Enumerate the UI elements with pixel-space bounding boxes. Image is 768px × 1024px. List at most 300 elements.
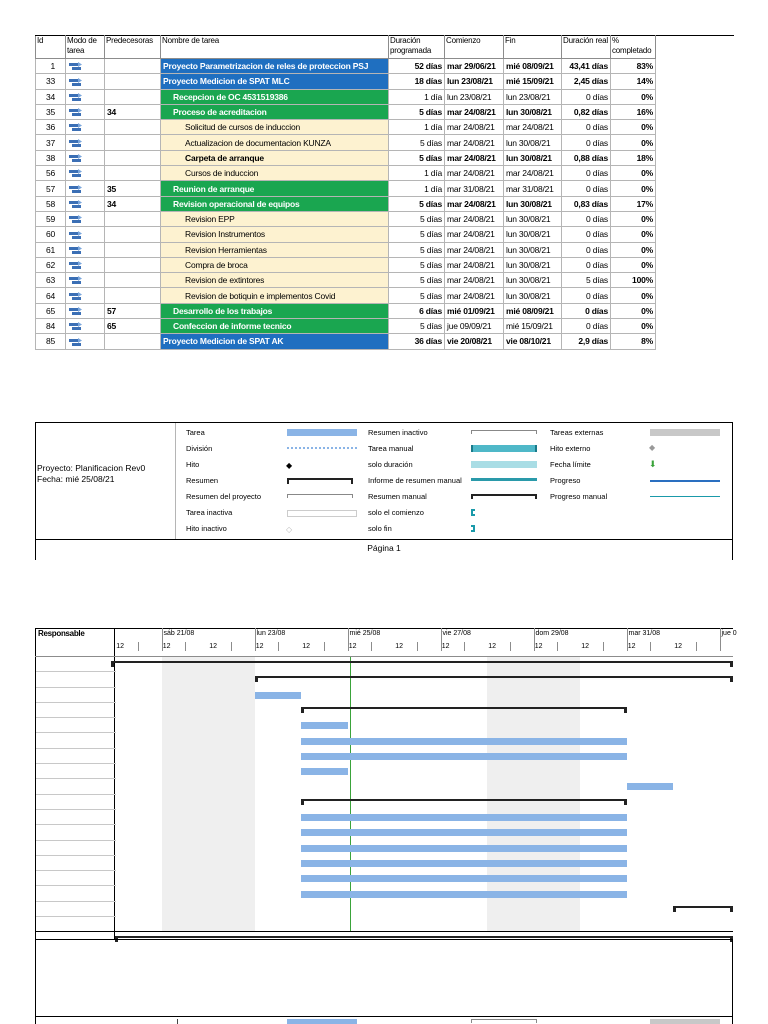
task-real-duration[interactable]: 2,45 días [562, 74, 611, 89]
task-duration[interactable]: 5 días [389, 150, 445, 165]
task-id: 58 [36, 196, 66, 211]
task-percent-complete[interactable]: 0% [611, 135, 656, 150]
task-real-duration[interactable]: 0 días [562, 242, 611, 257]
task-id: 63 [36, 273, 66, 288]
task-name[interactable]: Actualizacion de documentacion KUNZA [161, 135, 389, 150]
task-start[interactable]: mar 24/08/21 [445, 120, 504, 135]
task-predecessors[interactable]: 34 [105, 104, 161, 119]
table-row[interactable] [36, 303, 734, 318]
table-row[interactable] [36, 257, 734, 272]
task-bar[interactable] [301, 891, 627, 898]
responsible-cell[interactable] [36, 718, 116, 733]
task-real-duration[interactable]: 0,82 días [562, 104, 611, 119]
col-header-id[interactable]: Id [36, 36, 66, 59]
task-name[interactable]: Proyecto Parametrizacion de reles de proteccion PSJ [161, 59, 389, 74]
legend-label-progress: Progreso [550, 476, 581, 485]
timescale-hour-label: 12 [534, 643, 543, 650]
responsible-cell[interactable] [36, 810, 116, 825]
task-bar[interactable] [627, 783, 674, 790]
row-blank [656, 273, 734, 288]
task-predecessors[interactable] [105, 242, 161, 257]
legend-strip-inactive-summary-symbol [471, 1019, 537, 1023]
task-start[interactable]: mar 24/08/21 [445, 288, 504, 303]
task-start[interactable]: jue 09/09/21 [445, 319, 504, 334]
responsible-cell[interactable] [36, 779, 116, 794]
task-bar[interactable] [301, 814, 627, 821]
row-blank [656, 334, 734, 349]
task-duration[interactable]: 36 días [389, 334, 445, 349]
timescale-hour-label: 12 [116, 643, 125, 650]
task-mode-icon [66, 273, 105, 288]
task-end[interactable]: lun 30/08/21 [504, 288, 562, 303]
task-start[interactable]: mar 24/08/21 [445, 227, 504, 242]
table-row[interactable] [36, 319, 734, 334]
row-blank [656, 166, 734, 181]
legend-strip-task-symbol [287, 1019, 357, 1024]
task-end[interactable]: mié 15/09/21 [504, 74, 562, 89]
responsible-cell[interactable] [36, 825, 116, 840]
timescale-hour-label: 12 [627, 643, 636, 650]
task-end[interactable]: mié 08/09/21 [504, 59, 562, 74]
task-start[interactable]: mar 24/08/21 [445, 135, 504, 150]
table-row[interactable] [36, 150, 734, 165]
task-duration[interactable]: 1 día [389, 120, 445, 135]
table-row[interactable] [36, 181, 734, 196]
task-name[interactable]: Proyecto Medicion de SPAT AK [161, 334, 389, 349]
task-mode-icon [66, 319, 105, 334]
task-name[interactable]: Proceso de acreditacion [161, 104, 389, 119]
task-end[interactable]: vie 08/10/21 [504, 334, 562, 349]
table-row[interactable] [36, 166, 734, 181]
responsible-cell[interactable] [36, 672, 116, 687]
timescale-hour-label: 12 [302, 643, 311, 650]
task-real-duration[interactable]: 0,83 días [562, 196, 611, 211]
table-row[interactable] [36, 242, 734, 257]
task-name[interactable]: Compra de broca [161, 257, 389, 272]
task-real-duration[interactable]: 43,41 días [562, 59, 611, 74]
legend-external-tasks-symbol [650, 429, 720, 436]
gantt-chart-area [115, 628, 737, 940]
task-mode-icon [66, 150, 105, 165]
legend-label-milestone: Hito [186, 460, 200, 469]
task-mode-icon [66, 181, 105, 196]
col-header-task-name[interactable]: Nombre de tarea [161, 36, 389, 59]
legend-label-manual-task: Tarea manual [368, 444, 414, 453]
task-mode-icon [66, 166, 105, 181]
responsible-column [35, 628, 115, 940]
task-duration[interactable]: 5 días [389, 196, 445, 211]
task-name[interactable]: Solicitud de cursos de induccion [161, 120, 389, 135]
table-row[interactable] [36, 104, 734, 119]
task-start[interactable]: mar 24/08/21 [445, 273, 504, 288]
timescale-date-label: lun 23/08 [256, 630, 286, 637]
row-blank [656, 89, 734, 104]
task-percent-complete[interactable]: 0% [611, 181, 656, 196]
task-duration[interactable]: 5 días [389, 104, 445, 119]
task-bar[interactable] [301, 738, 627, 745]
task-real-duration[interactable]: 0 días [562, 319, 611, 334]
summary-bar[interactable] [673, 906, 733, 908]
table-row[interactable] [36, 89, 734, 104]
legend-deadline-symbol: ⬇ [649, 459, 657, 469]
task-duration[interactable]: 5 días [389, 227, 445, 242]
task-bar[interactable] [301, 860, 627, 867]
task-real-duration[interactable]: 0 días [562, 227, 611, 242]
row-blank [656, 242, 734, 257]
responsible-cell[interactable] [36, 749, 116, 764]
legend-task-symbol [287, 429, 357, 436]
task-real-duration[interactable]: 0 días [562, 211, 611, 226]
legend-label-external-tasks: Tareas externas [550, 428, 604, 437]
task-id: 64 [36, 288, 66, 303]
col-header-end[interactable]: Fin [504, 36, 562, 59]
task-bar[interactable] [301, 753, 627, 760]
task-predecessors[interactable] [105, 120, 161, 135]
task-mode-icon [66, 211, 105, 226]
task-name[interactable]: Proyecto Medicion de SPAT MLC [161, 74, 389, 89]
task-bar[interactable] [301, 722, 348, 729]
task-duration[interactable]: 5 días [389, 273, 445, 288]
task-id: 35 [36, 104, 66, 119]
task-percent-complete[interactable]: 14% [611, 74, 656, 89]
task-mode-icon [66, 74, 105, 89]
table-row[interactable] [36, 227, 734, 242]
task-id: 37 [36, 135, 66, 150]
task-predecessors[interactable] [105, 227, 161, 242]
task-start[interactable]: mar 24/08/21 [445, 211, 504, 226]
task-end[interactable]: lun 23/08/21 [504, 89, 562, 104]
project-date: Fecha: mié 25/08/21 [37, 474, 115, 484]
task-start[interactable]: mar 31/08/21 [445, 181, 504, 196]
row-blank [656, 74, 734, 89]
col-header-blank [656, 36, 734, 59]
legend-strip-divider [177, 1019, 178, 1024]
task-duration[interactable]: 5 días [389, 319, 445, 334]
timescale-hour-label: 12 [209, 643, 218, 650]
timescale-half-tick [138, 642, 139, 651]
task-percent-complete[interactable]: 0% [611, 303, 656, 318]
row-blank [656, 135, 734, 150]
task-mode-icon [66, 257, 105, 272]
table-header-row [36, 36, 734, 59]
task-end[interactable]: lun 30/08/21 [504, 150, 562, 165]
legend-label-manual-summary: Resumen manual [368, 492, 427, 501]
task-id: 65 [36, 303, 66, 318]
task-duration[interactable]: 1 día [389, 89, 445, 104]
table-row[interactable] [36, 334, 734, 349]
summary-bar[interactable] [111, 661, 733, 663]
task-duration[interactable]: 18 días [389, 74, 445, 89]
task-real-duration[interactable]: 2,9 días [562, 334, 611, 349]
task-start[interactable]: mar 24/08/21 [445, 242, 504, 257]
legend-summary-cap-right [351, 478, 353, 484]
task-name[interactable]: Revision de botiquin e implementos Covid [161, 288, 389, 303]
task-name[interactable]: Revision operacional de equipos [161, 196, 389, 211]
task-id: 57 [36, 181, 66, 196]
legend-label-split: División [186, 444, 213, 453]
task-predecessors[interactable] [105, 89, 161, 104]
task-predecessors[interactable]: 34 [105, 196, 161, 211]
task-percent-complete[interactable]: 0% [611, 120, 656, 135]
table-row[interactable] [36, 135, 734, 150]
task-id: 34 [36, 89, 66, 104]
timescale-hour-label: 12 [488, 643, 497, 650]
task-percent-complete[interactable]: 100% [611, 273, 656, 288]
col-header-predecessors[interactable]: Predecesoras [105, 36, 161, 59]
col-header-start[interactable]: Comienzo [445, 36, 504, 59]
legend-label-summary: Resumen [186, 476, 219, 485]
table-row[interactable] [36, 74, 734, 89]
task-real-duration[interactable]: 0 días [562, 257, 611, 272]
responsible-cell[interactable] [36, 795, 116, 810]
timescale-half-tick [557, 642, 558, 651]
responsible-cell[interactable] [36, 871, 116, 886]
task-predecessors[interactable]: 35 [105, 181, 161, 196]
task-percent-complete[interactable]: 0% [611, 166, 656, 181]
task-id: 61 [36, 242, 66, 257]
task-predecessors[interactable] [105, 257, 161, 272]
table-row[interactable] [36, 196, 734, 211]
task-end[interactable]: mar 31/08/21 [504, 181, 562, 196]
legend-manual-summary-symbol [471, 494, 537, 499]
task-predecessors[interactable] [105, 334, 161, 349]
task-mode-icon [66, 104, 105, 119]
task-percent-complete[interactable]: 0% [611, 257, 656, 272]
responsible-cell[interactable] [36, 841, 116, 856]
col-header-mode[interactable]: Modo de tarea [66, 36, 105, 59]
task-real-duration[interactable]: 0 días [562, 89, 611, 104]
table-row[interactable] [36, 273, 734, 288]
task-end[interactable]: lun 30/08/21 [504, 242, 562, 257]
task-real-duration[interactable]: 0,88 días [562, 150, 611, 165]
task-name[interactable]: Carpeta de arranque [161, 150, 389, 165]
task-name[interactable]: Desarrollo de los trabajos [161, 303, 389, 318]
table-row[interactable] [36, 59, 734, 74]
responsible-cell[interactable] [36, 657, 116, 672]
task-bar[interactable] [301, 845, 627, 852]
task-mode-icon [66, 89, 105, 104]
legend-label-inactive-milestone: Hito inactivo [186, 524, 227, 533]
task-start[interactable]: vie 20/08/21 [445, 334, 504, 349]
legend-label-inactive-task: Tarea inactiva [186, 508, 233, 517]
task-end[interactable]: mar 24/08/21 [504, 120, 562, 135]
task-duration[interactable]: 6 días [389, 303, 445, 318]
task-percent-complete[interactable]: 0% [611, 211, 656, 226]
legend-project-summary-symbol [287, 494, 353, 498]
task-start[interactable]: mar 24/08/21 [445, 257, 504, 272]
task-mode-icon [66, 59, 105, 74]
table-row[interactable] [36, 288, 734, 303]
legend-duration-only-symbol [471, 461, 537, 468]
timescale-date-label: mié 25/08 [349, 630, 381, 637]
task-mode-icon [66, 303, 105, 318]
legend-summary-cap-left [287, 478, 289, 484]
task-name[interactable]: Recepcion de OC 4531519386 [161, 89, 389, 104]
row-blank [656, 150, 734, 165]
task-duration[interactable]: 5 días [389, 242, 445, 257]
responsible-cell[interactable] [36, 887, 116, 902]
summary-bar[interactable] [301, 707, 627, 709]
task-end[interactable]: mié 08/09/21 [504, 303, 562, 318]
task-percent-complete[interactable]: 0% [611, 89, 656, 104]
task-predecessors[interactable] [105, 59, 161, 74]
task-bar[interactable] [301, 875, 627, 882]
legend-summary-symbol [287, 478, 353, 480]
legend-label-finish-only: solo fin [368, 524, 392, 533]
task-percent-complete[interactable]: 0% [611, 242, 656, 257]
legend-label-deadline: Fecha límite [550, 460, 591, 469]
gantt-bottom-border [35, 931, 733, 940]
task-predecessors[interactable] [105, 150, 161, 165]
task-predecessors[interactable] [105, 288, 161, 303]
task-start[interactable]: lun 23/08/21 [445, 74, 504, 89]
timescale-day-tick [720, 628, 721, 651]
summary-bar[interactable] [255, 676, 734, 678]
task-predecessors[interactable] [105, 211, 161, 226]
task-name[interactable]: Reunion de arranque [161, 181, 389, 196]
responsible-cell[interactable] [36, 734, 116, 749]
task-predecessors[interactable]: 65 [105, 319, 161, 334]
responsible-cell[interactable] [36, 764, 116, 779]
task-end[interactable]: lun 30/08/21 [504, 257, 562, 272]
task-id: 60 [36, 227, 66, 242]
legend-inactive-milestone-symbol: ◇ [286, 525, 293, 534]
task-end[interactable]: lun 30/08/21 [504, 196, 562, 211]
task-percent-complete[interactable]: 8% [611, 334, 656, 349]
task-start[interactable]: mar 24/08/21 [445, 104, 504, 119]
timescale-half-tick [603, 642, 604, 651]
legend-manual-summary-rollup-symbol [471, 478, 537, 481]
task-id: 33 [36, 74, 66, 89]
task-name[interactable]: Revision EPP [161, 211, 389, 226]
task-start[interactable]: mar 24/08/21 [445, 150, 504, 165]
task-mode-icon [66, 288, 105, 303]
legend-external-milestone-symbol: ◆ [649, 443, 656, 452]
task-name[interactable]: Revision Instrumentos [161, 227, 389, 242]
legend-label-duration-only: solo duración [368, 460, 413, 469]
task-start[interactable]: mar 24/08/21 [445, 196, 504, 211]
timescale-hour-label: 12 [348, 643, 357, 650]
timescale-hour-label: 12 [581, 643, 590, 650]
task-start[interactable]: lun 23/08/21 [445, 89, 504, 104]
task-real-duration[interactable]: 5 días [562, 273, 611, 288]
task-real-duration[interactable]: 0 días [562, 135, 611, 150]
row-blank [656, 120, 734, 135]
task-name[interactable]: Revision de extintores [161, 273, 389, 288]
task-end[interactable]: lun 30/08/21 [504, 273, 562, 288]
responsible-cell[interactable] [36, 688, 116, 703]
task-mode-icon [66, 242, 105, 257]
row-blank [656, 59, 734, 74]
task-end[interactable]: lun 30/08/21 [504, 227, 562, 242]
task-percent-complete[interactable]: 18% [611, 150, 656, 165]
summary-bar[interactable] [301, 799, 627, 801]
task-percent-complete[interactable]: 0% [611, 288, 656, 303]
task-percent-complete[interactable]: 83% [611, 59, 656, 74]
task-name[interactable]: Revision Herramientas [161, 242, 389, 257]
col-header-real-duration[interactable]: Duración real [562, 36, 611, 59]
task-id: 62 [36, 257, 66, 272]
task-duration[interactable]: 5 días [389, 211, 445, 226]
project-name: Proyecto: Planificacion Rev0 [37, 463, 146, 473]
col-header-percent-complete[interactable]: % completado [611, 36, 656, 59]
row-blank [656, 181, 734, 196]
table-row[interactable] [36, 211, 734, 226]
task-percent-complete[interactable]: 0% [611, 227, 656, 242]
task-predecessors[interactable] [105, 74, 161, 89]
task-duration[interactable]: 52 días [389, 59, 445, 74]
legend-split-symbol [287, 447, 357, 449]
task-percent-complete[interactable]: 17% [611, 196, 656, 211]
task-bar[interactable] [301, 829, 627, 836]
task-real-duration[interactable]: 0 días [562, 120, 611, 135]
task-mode-icon [66, 334, 105, 349]
legend-inactive-task-symbol [287, 510, 357, 517]
task-real-duration[interactable]: 0 días [562, 181, 611, 196]
task-id: 56 [36, 166, 66, 181]
task-start[interactable]: mar 24/08/21 [445, 166, 504, 181]
task-end[interactable]: mié 15/09/21 [504, 319, 562, 334]
task-duration[interactable]: 5 días [389, 135, 445, 150]
task-bar[interactable] [301, 768, 348, 775]
task-duration[interactable]: 1 día [389, 166, 445, 181]
timescale-hour-label: 12 [441, 643, 450, 650]
task-predecessors[interactable] [105, 166, 161, 181]
row-blank [656, 211, 734, 226]
task-name[interactable]: Cursos de induccion [161, 166, 389, 181]
responsible-cell[interactable] [36, 703, 116, 718]
page-1-task-sheet [35, 35, 733, 560]
task-start[interactable]: mar 29/06/21 [445, 59, 504, 74]
responsible-cell[interactable] [36, 856, 116, 871]
weekend-shading [162, 657, 255, 931]
task-duration[interactable]: 1 día [389, 181, 445, 196]
task-predecessors[interactable]: 57 [105, 303, 161, 318]
task-percent-complete[interactable]: 0% [611, 319, 656, 334]
task-duration[interactable]: 5 días [389, 257, 445, 272]
task-real-duration[interactable]: 0 días [562, 288, 611, 303]
responsible-cell[interactable] [36, 902, 116, 917]
task-predecessors[interactable] [105, 273, 161, 288]
legend-label-start-only: solo el comienzo [368, 508, 424, 517]
responsible-header[interactable]: Responsable [38, 629, 85, 638]
row-blank [656, 196, 734, 211]
timescale-date-label: vie 27/08 [442, 630, 471, 637]
task-end[interactable]: lun 30/08/21 [504, 104, 562, 119]
legend-box [35, 422, 733, 540]
task-end[interactable]: lun 30/08/21 [504, 135, 562, 150]
legend-inactive-summary-symbol [471, 430, 537, 434]
project-info [37, 463, 145, 485]
task-end[interactable]: mar 24/08/21 [504, 166, 562, 181]
timescale-half-tick [696, 642, 697, 651]
legend-divider [175, 423, 176, 539]
table-row[interactable] [36, 120, 734, 135]
col-header-duration[interactable]: Duración programada [389, 36, 445, 59]
legend-box-page-2 [35, 940, 733, 1024]
task-real-duration[interactable]: 0 días [562, 303, 611, 318]
row-blank [656, 288, 734, 303]
task-duration[interactable]: 5 días [389, 288, 445, 303]
task-percent-complete[interactable]: 16% [611, 104, 656, 119]
task-start[interactable]: mié 01/09/21 [445, 303, 504, 318]
task-predecessors[interactable] [105, 135, 161, 150]
row-blank [656, 303, 734, 318]
task-end[interactable]: lun 30/08/21 [504, 211, 562, 226]
task-name[interactable]: Confeccion de informe tecnico [161, 319, 389, 334]
task-real-duration[interactable]: 0 días [562, 166, 611, 181]
task-bar[interactable] [255, 692, 302, 699]
